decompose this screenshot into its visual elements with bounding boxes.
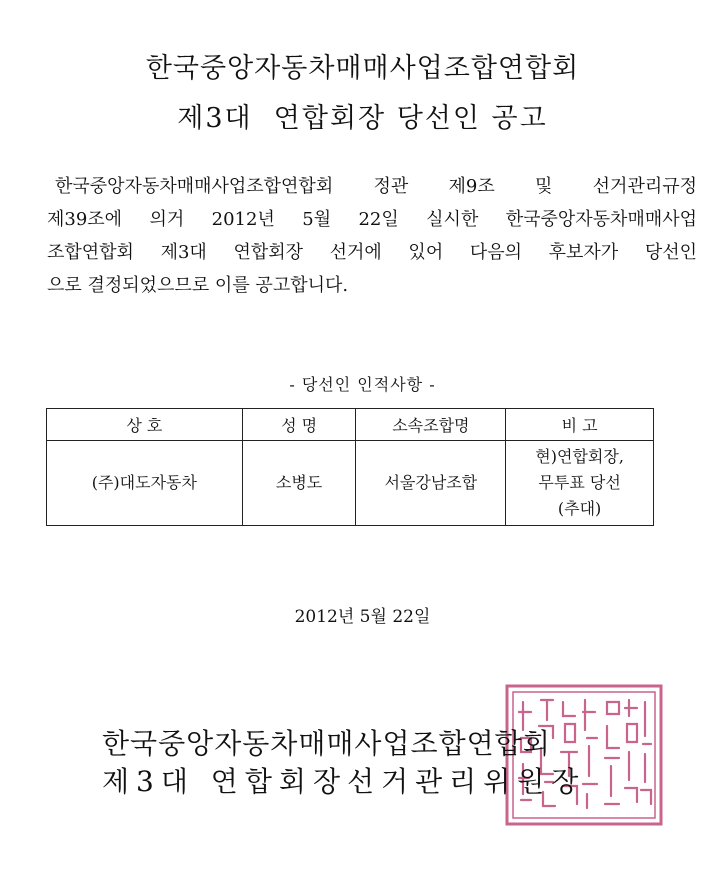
header-association: 소속조합명 [356,409,506,441]
document-title-organization: 한국중앙자동차매매사업조합연합회 [145,53,580,84]
header-company: 상 호 [47,409,243,441]
remarks-line: (추대) [557,499,602,518]
cell-name: 소병도 [242,441,356,526]
announcement-date: 2012년 5월 22일 [294,607,431,627]
header-name: 성 명 [242,409,356,441]
body-line: 으로 결정되었으므로 이를 공고합니다. [47,275,349,296]
header-remarks: 비 고 [506,409,654,441]
remarks-line: 현)연합회장, [535,447,624,466]
remarks-line: 무투표 당선 [538,473,621,492]
info-heading: - 당선인 인적사항 - [289,375,436,394]
cell-company: (주)대도자동차 [47,441,243,526]
body-line: 제39조에 의거 2012년 5월 22일 실시한 한국중앙자동차매매사업 [47,209,697,230]
issuer-title: 제3대 연합회장선거관리위원장 [102,765,586,798]
cell-remarks [506,441,654,526]
table-header-row [47,409,654,441]
cell-association: 서울강남조합 [356,441,506,526]
body-line: 조합연합회 제3대 연합회장 선거에 있어 다음의 후보자가 당선인 [47,242,697,263]
winner-info-table [46,408,654,526]
table-row [47,441,654,526]
body-line: 한국중앙자동차매매사업조합연합회 정관 제9조 및 선거관리규정 [55,176,697,197]
issuer-organization: 한국중앙자동차매매사업조합연합회 [102,727,551,760]
document-title-announcement: 제3대 연합회장 당선인 공고 [177,103,548,134]
body-paragraph [47,170,697,302]
